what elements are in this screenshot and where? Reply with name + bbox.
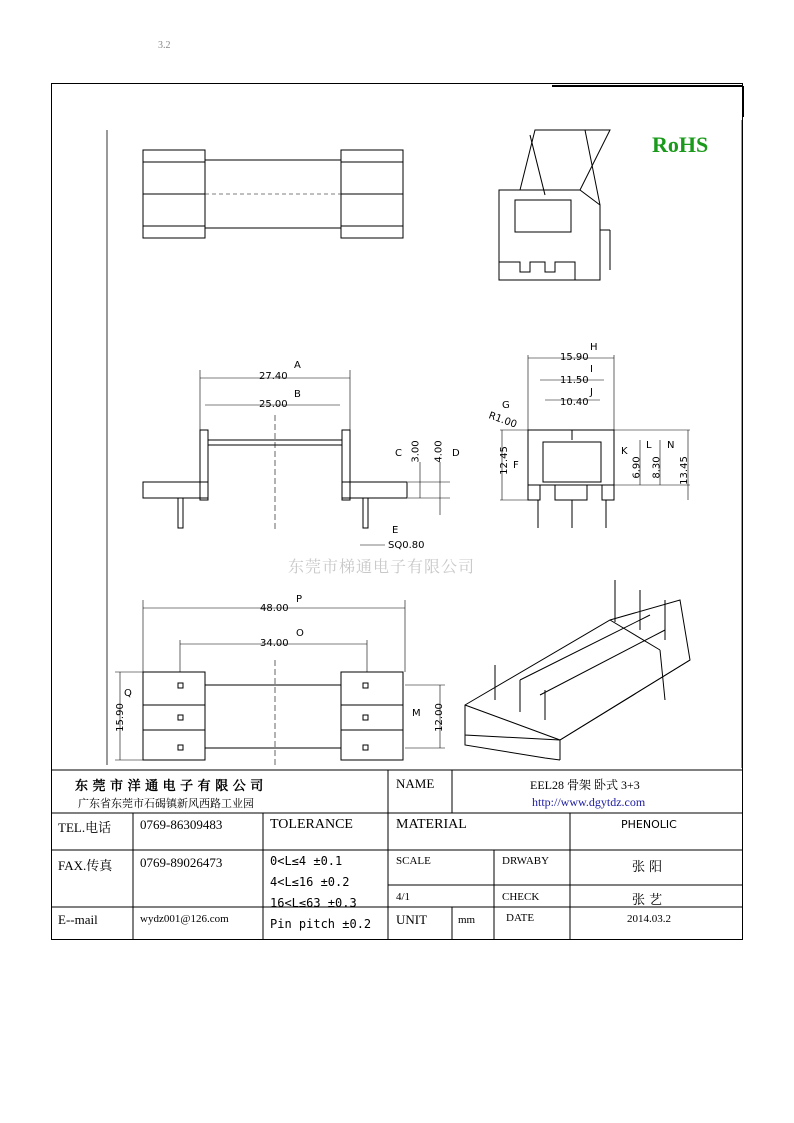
name-value: EEL28 骨架 卧式 3+3 [530,778,640,792]
dim-h-letter: H [590,342,598,353]
drawby-label: DRWABY [502,855,550,867]
material-value: PHENOLIC [621,818,677,831]
dim-c-value: 3.00 [410,440,422,463]
dim-f-value: 12.45 [498,446,510,475]
fax-label: FAX.传真 [58,858,113,873]
scale-value: 4/1 [396,891,411,903]
dim-d-value: 4.00 [433,440,445,463]
tolerance-label: TOLERANCE [270,817,353,832]
dim-m-letter: M [412,708,421,719]
material-label: MATERIAL [396,817,467,832]
date-label: DATE [506,912,535,924]
dim-e-letter: E [392,525,399,536]
dim-h-value: 15.90 [560,352,589,363]
drawby-value: 张 阳 [632,860,663,875]
sheet-corner-bracket [552,86,743,117]
check-label: CHECK [502,891,540,903]
dim-q-value: 15.90 [114,703,126,732]
dim-g-value: R1.00 [486,410,519,431]
corner-mark: 3.2 [158,40,171,51]
email-label: E--mail [58,912,98,927]
tolerance-row-4: Pin pitch ±0.2 [270,917,372,931]
dim-o-value: 34.00 [260,638,289,649]
rohs-label: RoHS [652,132,709,157]
date-value: 2014.03.2 [627,913,671,925]
dim-n-letter: N [667,440,675,451]
check-value: 张 艺 [632,893,663,908]
bottom-view-bobbin [115,600,445,765]
isometric-view-top [499,130,610,280]
dim-k-letter: K [621,446,628,457]
unit-label: UNIT [396,912,428,927]
dim-e-value: SQ0.80 [388,540,425,551]
tolerance-row-2: 4<L≤16 ±0.2 [270,875,350,889]
dim-o-letter: O [296,628,304,639]
dim-l-letter: L [646,440,652,451]
dim-n-value: 13.45 [678,456,690,485]
dim-c-letter: C [395,448,402,459]
dim-j-letter: J [590,387,593,398]
dim-g-letter: G [502,400,510,411]
dim-q-letter: Q [124,688,132,699]
isometric-view-bottom [465,580,690,760]
dim-m-value: 12.00 [433,703,445,732]
tel-label: TEL.电话 [58,820,112,835]
dim-l-value: 8.30 [651,456,663,479]
fax-value: 0769-89026473 [140,855,223,870]
dim-b-letter: B [294,389,301,400]
name-label: NAME [396,776,435,791]
dim-p-letter: P [296,594,303,605]
top-view-bobbin [143,150,403,238]
watermark-text: 东莞市梯通电子有限公司 [288,557,476,576]
dim-p-value: 48.00 [260,603,289,614]
side-view-bobbin [500,355,690,528]
dim-j-value: 10.40 [560,397,589,408]
tel-value: 0769-86309483 [140,817,223,832]
dim-i-letter: I [590,364,593,375]
unit-value: mm [458,914,476,926]
website-link[interactable]: http://www.dgytdz.com [532,795,646,809]
dim-k-value: 6.90 [631,456,643,479]
dim-f-letter: F [513,460,519,471]
scale-label: SCALE [396,855,431,867]
company-name: 东 莞 市 洋 通 电 子 有 限 公 司 [75,779,264,794]
dim-i-value: 11.50 [560,375,589,386]
dim-a-letter: A [294,360,301,371]
tolerance-row-3: 16<L≤63 ±0.3 [270,896,357,910]
dim-d-letter: D [452,448,460,459]
email-value: wydz001@126.com [140,913,229,925]
dim-b-value: 25.00 [259,399,288,410]
tolerance-row-1: 0<L≤4 ±0.1 [270,854,343,868]
company-address: 广东省东莞市石碣镇新风西路工业园 [78,797,254,810]
dim-a-value: 27.40 [259,371,288,382]
